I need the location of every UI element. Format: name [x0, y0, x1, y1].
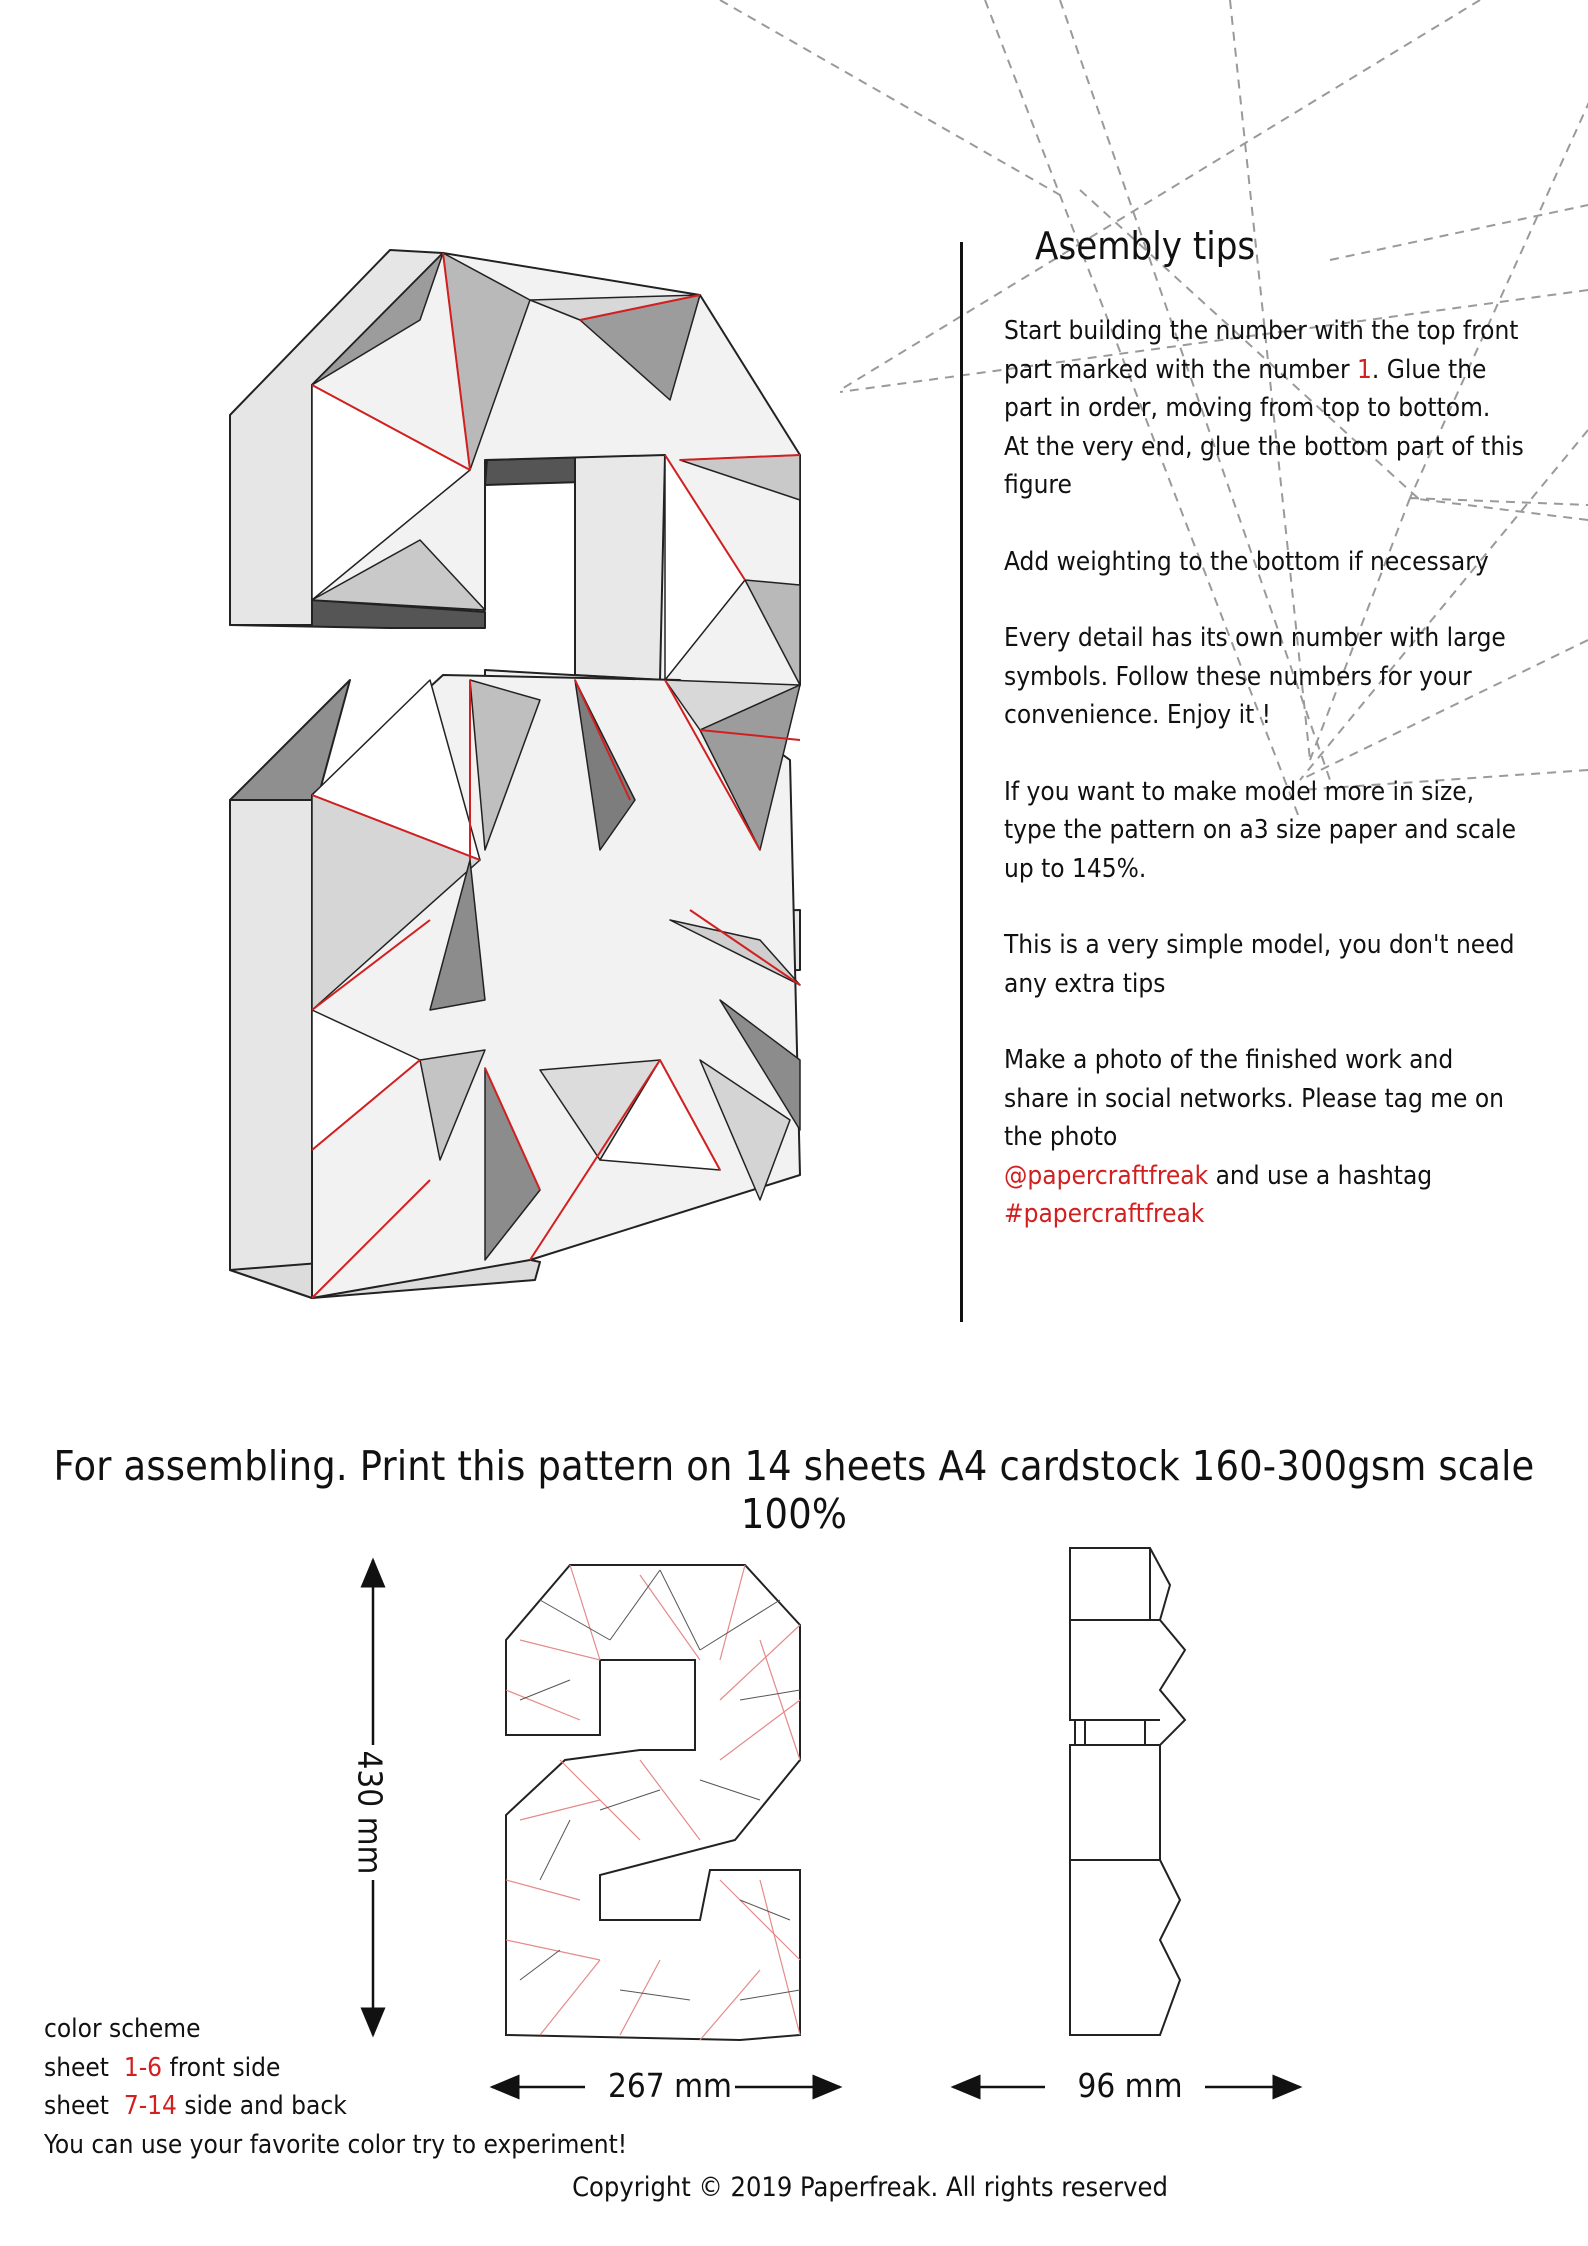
legend-side-desc: side and back — [176, 2091, 347, 2121]
tips-handle-link[interactable]: @papercraftfreak — [1004, 1160, 1209, 1191]
tips-p1-number: 1 — [1357, 354, 1372, 385]
legend-title: color scheme — [44, 2014, 201, 2044]
front-view-grid-lines — [520, 1570, 800, 2000]
front-view-outline — [506, 1565, 800, 2040]
tips-p1b-text: At the very end, glue the bottom part of this figure — [1004, 431, 1524, 500]
legend-front-desc: front side — [162, 2052, 281, 2083]
legend-note: You can use your favorite color try to experiment! — [44, 2129, 628, 2160]
tips-paragraph-4: If you want to make model more in size, type the pattern on a3 size paper and scale up to 145%. — [1004, 776, 1517, 884]
tips-paragraph-3: Every detail has its own number with large symbols. Follow these numbers for your convenience. Enjoy it ! — [1004, 623, 1506, 730]
front-view-folds — [506, 1565, 800, 2040]
legend-sheet-label: sheet — [44, 2091, 109, 2121]
legend-range-front: 1-6 — [123, 2052, 163, 2083]
side-view-outline — [1070, 1548, 1185, 2035]
tips-p6-text: Make a photo of the finished work and share in social networks. Please tag me on the photo — [1004, 1045, 1504, 1152]
tips-paragraph-2: Add weighting to the bottom if necessary — [1004, 546, 1489, 577]
print-instruction-headline: For assembling. Print this pattern on 14 sheets A4 cardstock 160-300gsm scale 100% — [53, 1442, 1535, 1538]
tips-p1-text: Start building the number with the top front part marked with the number — [1004, 316, 1519, 385]
height-dimension-label: 430 mm — [350, 1750, 390, 1875]
tips-title: Asembly tips — [1035, 224, 1256, 268]
legend-row-side — [44, 2087, 627, 2126]
legend-row-front — [44, 2049, 627, 2088]
width-dimension-label: 267 mm — [608, 2066, 732, 2105]
color-scheme-legend — [44, 2010, 627, 2164]
legend-sheet-label: sheet — [44, 2052, 109, 2083]
legend-range-side: 7-14 — [123, 2091, 177, 2121]
tips-hashtag-link[interactable]: #papercraftfreak — [1004, 1199, 1205, 1229]
tips-p6b-text: and use a hashtag — [1208, 1160, 1433, 1191]
copyright-footer: Copyright © 2019 Paperfreak. All rights reserved — [572, 2172, 1168, 2203]
depth-dimension-label: 96 mm — [1077, 2066, 1183, 2105]
tips-paragraph-5: This is a very simple model, you don't need any extra tips — [1004, 930, 1515, 999]
tips-p1-end: . Glue the part in order, moving from top to bottom. — [1004, 354, 1491, 423]
